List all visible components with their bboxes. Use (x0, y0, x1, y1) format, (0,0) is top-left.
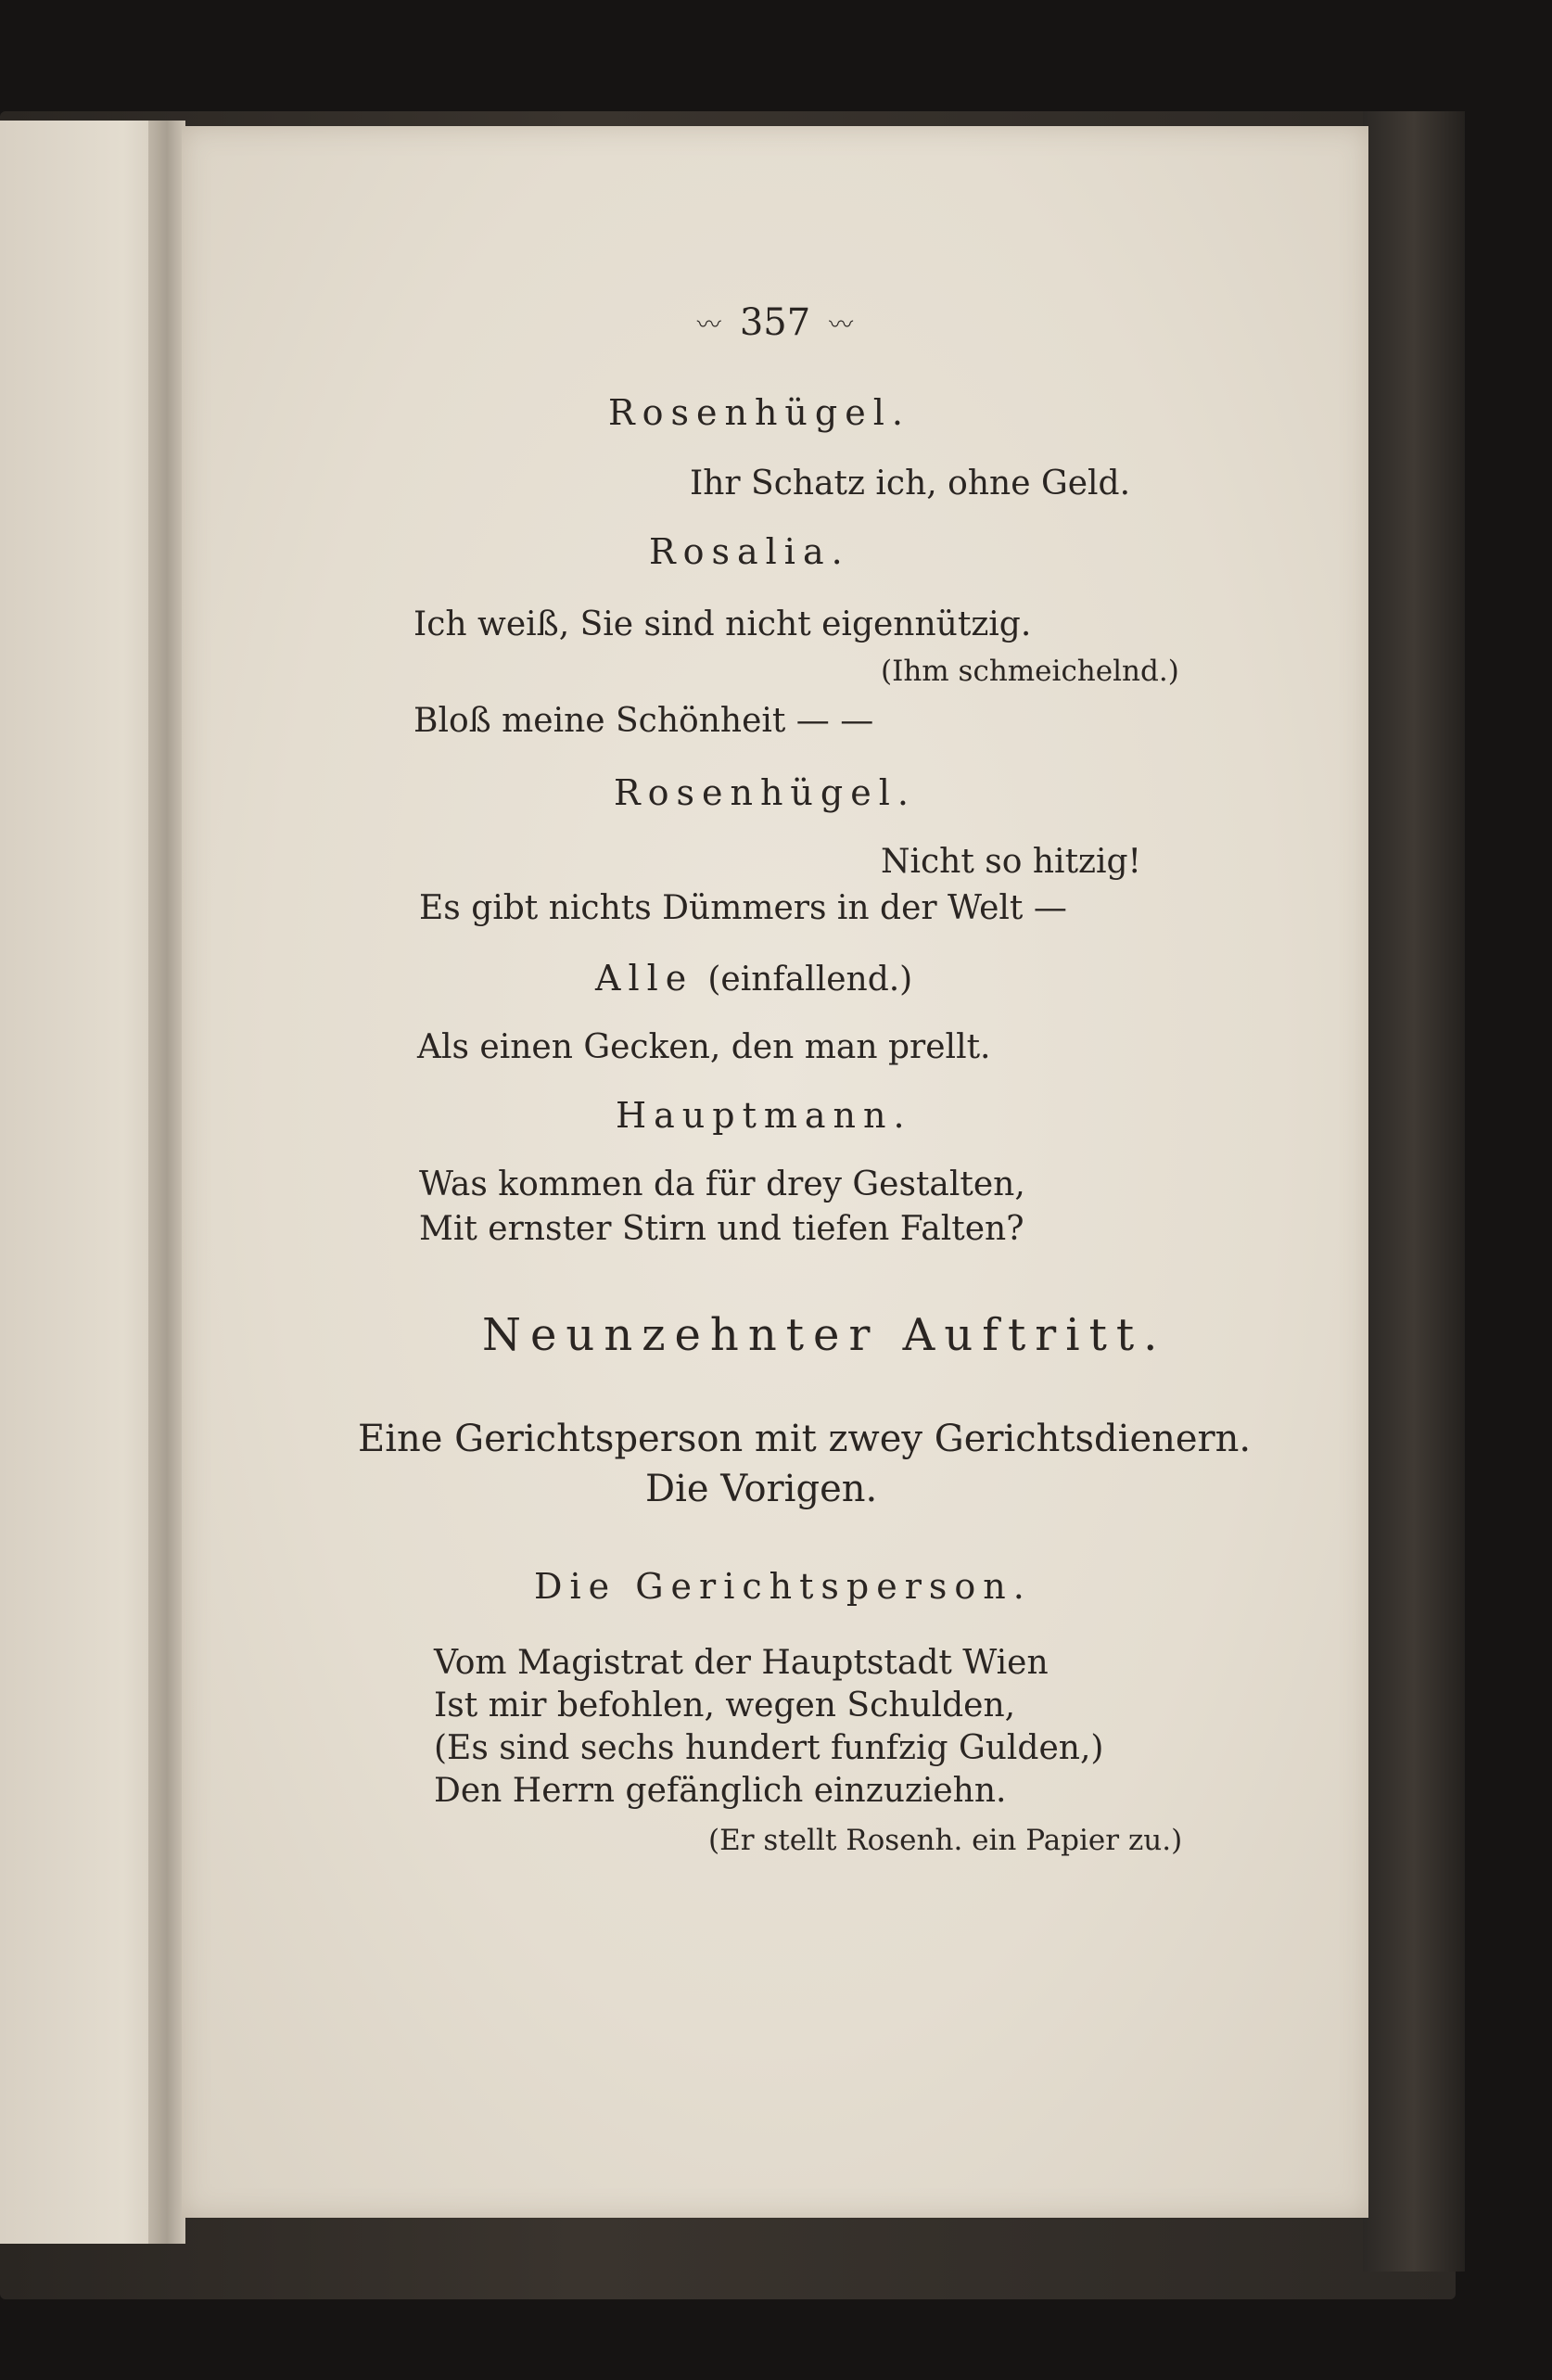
ornament-left-icon: 〰 (696, 312, 721, 339)
speaker-alle: Alle (595, 958, 694, 999)
speaker-hauptmann: Hauptmann. (616, 1095, 912, 1136)
verse-line: Ich weiß, Sie sind nicht eigennützig. (413, 605, 1032, 643)
verse-line: Den Herrn gefänglich einzuziehn. (434, 1772, 1007, 1810)
verse-line: Ihr Schatz ich, ohne Geld. (690, 465, 1131, 503)
ornament-right-icon: 〰 (829, 312, 854, 339)
book-page (182, 126, 1368, 2218)
cast-list: Eine Gerichtsperson mit zwey Gerichtsdienern. (358, 1418, 1252, 1460)
book-cover-edge (1363, 111, 1465, 2272)
scene-heading: Neunzehnter Auftritt. (482, 1309, 1167, 1361)
verse-line: Bloß meine Schönheit — — (413, 702, 874, 740)
verse-line: Was kommen da für drey Gestalten, (419, 1165, 1025, 1203)
cast-list: Die Vorigen. (645, 1468, 878, 1510)
verse-line: Vom Magistrat der Hauptstadt Wien (434, 1644, 1049, 1682)
verse-line: Als einen Gecken, den man prellt. (417, 1028, 991, 1066)
page-number: 357 (739, 301, 811, 344)
speaker-rosalia: Rosalia. (649, 531, 850, 572)
stage-direction: (Ihm schmeichelnd.) (881, 655, 1179, 688)
verse-line: Mit ernster Stirn und tiefen Falten? (419, 1210, 1024, 1248)
speaker-alle-line (595, 958, 913, 999)
page-gutter (148, 121, 185, 2244)
speaker-rosenhuegel: Rosenhügel. (608, 392, 910, 433)
verse-line: Es gibt nichts Dümmers in der Welt — (419, 889, 1067, 927)
speaker-gerichtsperson: Die Gerichtsperson. (534, 1566, 1032, 1607)
speaker-rosenhuegel: Rosenhügel. (614, 772, 916, 813)
verse-line: Nicht so hitzig! (881, 843, 1142, 881)
stage-direction: (einfallend.) (707, 961, 913, 999)
page-number-line (182, 301, 1368, 344)
stage-direction: (Er stellt Rosenh. ein Papier zu.) (708, 1824, 1183, 1857)
verse-line: Ist mir befohlen, wegen Schulden, (434, 1686, 1016, 1725)
verse-line: (Es sind sechs hundert funfzig Gulden,) (434, 1729, 1104, 1767)
